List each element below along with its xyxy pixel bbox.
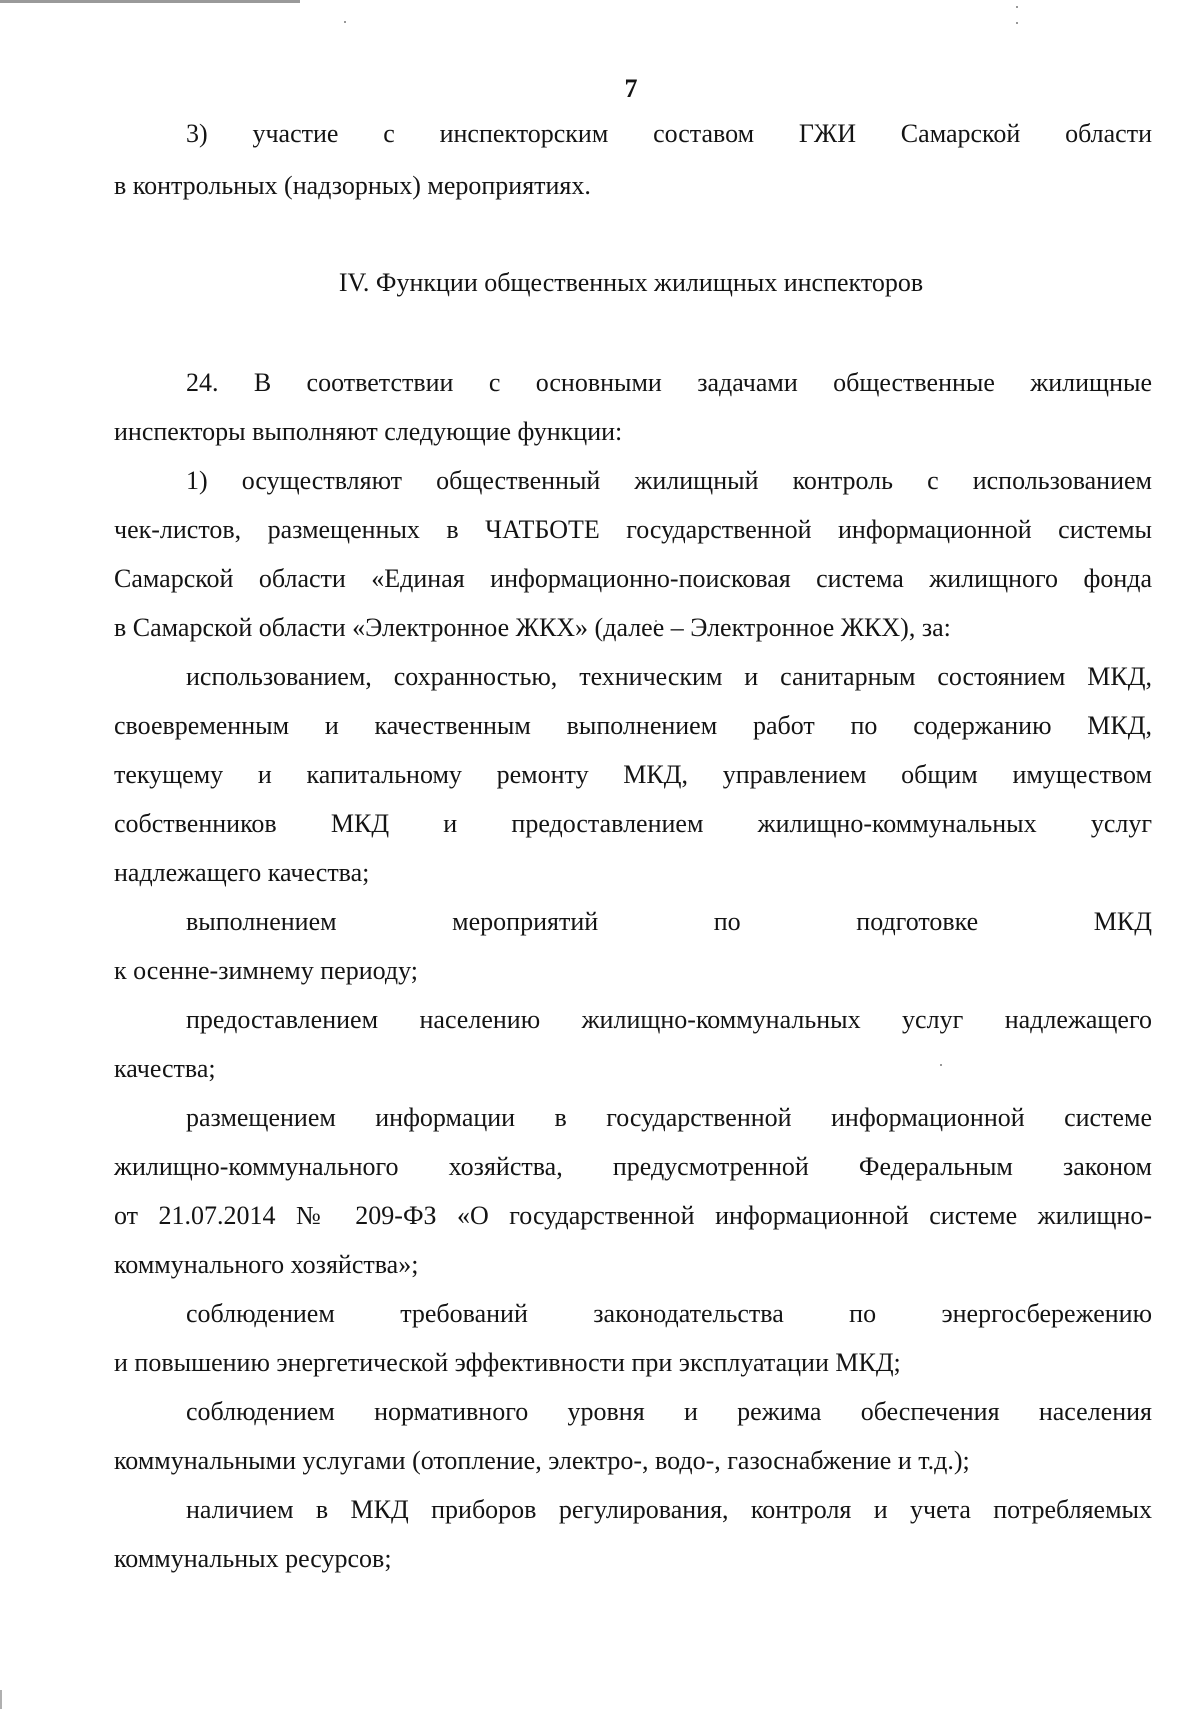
page-number: 7: [624, 74, 638, 103]
item-3-line-1: 3) участие с инспекторским составом ГЖИ Самарской области: [186, 119, 1152, 148]
use-line-4: собственников МКД и предоставлением жилищно-коммунальных услуг: [114, 809, 1152, 838]
meters-line-1: наличием в МКД приборов регулирования, контроля и учета потребляемых: [186, 1495, 1152, 1524]
item-1-line-2: чек-листов, размещенных в ЧАТБОТЕ государственной информационной системы: [114, 515, 1152, 544]
norm-line-2: коммунальными услугами (отопление, электро-, водо-, газоснабжение и т.д.);: [114, 1446, 970, 1475]
norm-line-1: соблюдением нормативного уровня и режима обеспечения населения: [186, 1397, 1152, 1426]
clause-24-line-2: инспекторы выполняют следующие функции:: [114, 417, 623, 446]
gis-line-1: размещением информации в государственной информационной системе: [186, 1103, 1152, 1132]
use-line-1: использованием, сохранностью, техническим и санитарным состоянием МКД,: [186, 662, 1152, 691]
item-1-line-3: Самарской области «Единая информационно-поисковая система жилищного фонда: [114, 564, 1152, 593]
item-1-line-4: в Самарской области «Электронное ЖКХ» (далее – Электронное ЖКХ), за:: [114, 613, 951, 642]
provision-line-1: предоставлением населению жилищно-коммунальных услуг надлежащего: [186, 1005, 1152, 1034]
scan-speck: [1016, 6, 1018, 8]
gis-line-3: от 21.07.2014 № 209-ФЗ «О государственной информационной системе жилищно-: [114, 1201, 1152, 1230]
scan-edge-left: [0, 1690, 2, 1709]
provision-line-2: качества;: [114, 1054, 216, 1083]
item-3-line-2: в контрольных (надзорных) мероприятиях.: [114, 171, 591, 200]
item-1-line-1: 1) осуществляют общественный жилищный контроль с использованием: [186, 466, 1152, 495]
gis-line-4: коммунального хозяйства»;: [114, 1250, 419, 1279]
prep-line-1: выполнением мероприятий по подготовке МКД: [186, 907, 1152, 936]
use-line-3: текущему и капитальному ремонту МКД, управлением общим имуществом: [114, 760, 1152, 789]
scan-edge-top: [0, 0, 300, 3]
energy-line-2: и повышению энергетической эффективности при эксплуатации МКД;: [114, 1348, 901, 1377]
gis-line-2: жилищно-коммунального хозяйства, предусмотренной Федеральным законом: [114, 1152, 1152, 1181]
use-line-2: своевременным и качественным выполнением работ по содержанию МКД,: [114, 711, 1152, 740]
meters-line-2: коммунальных ресурсов;: [114, 1544, 392, 1573]
energy-line-1: соблюдением требований законодательства по энергосбережению: [186, 1299, 1152, 1328]
use-line-5: надлежащего качества;: [114, 858, 370, 887]
scan-speck: [344, 21, 346, 23]
clause-24-line-1: 24. В соответствии с основными задачами общественные жилищные: [186, 368, 1152, 397]
prep-line-2: к осенне-зимнему периоду;: [114, 956, 418, 985]
scan-speck: [1016, 22, 1018, 24]
section-heading: IV. Функции общественных жилищных инспекторов: [338, 268, 924, 297]
